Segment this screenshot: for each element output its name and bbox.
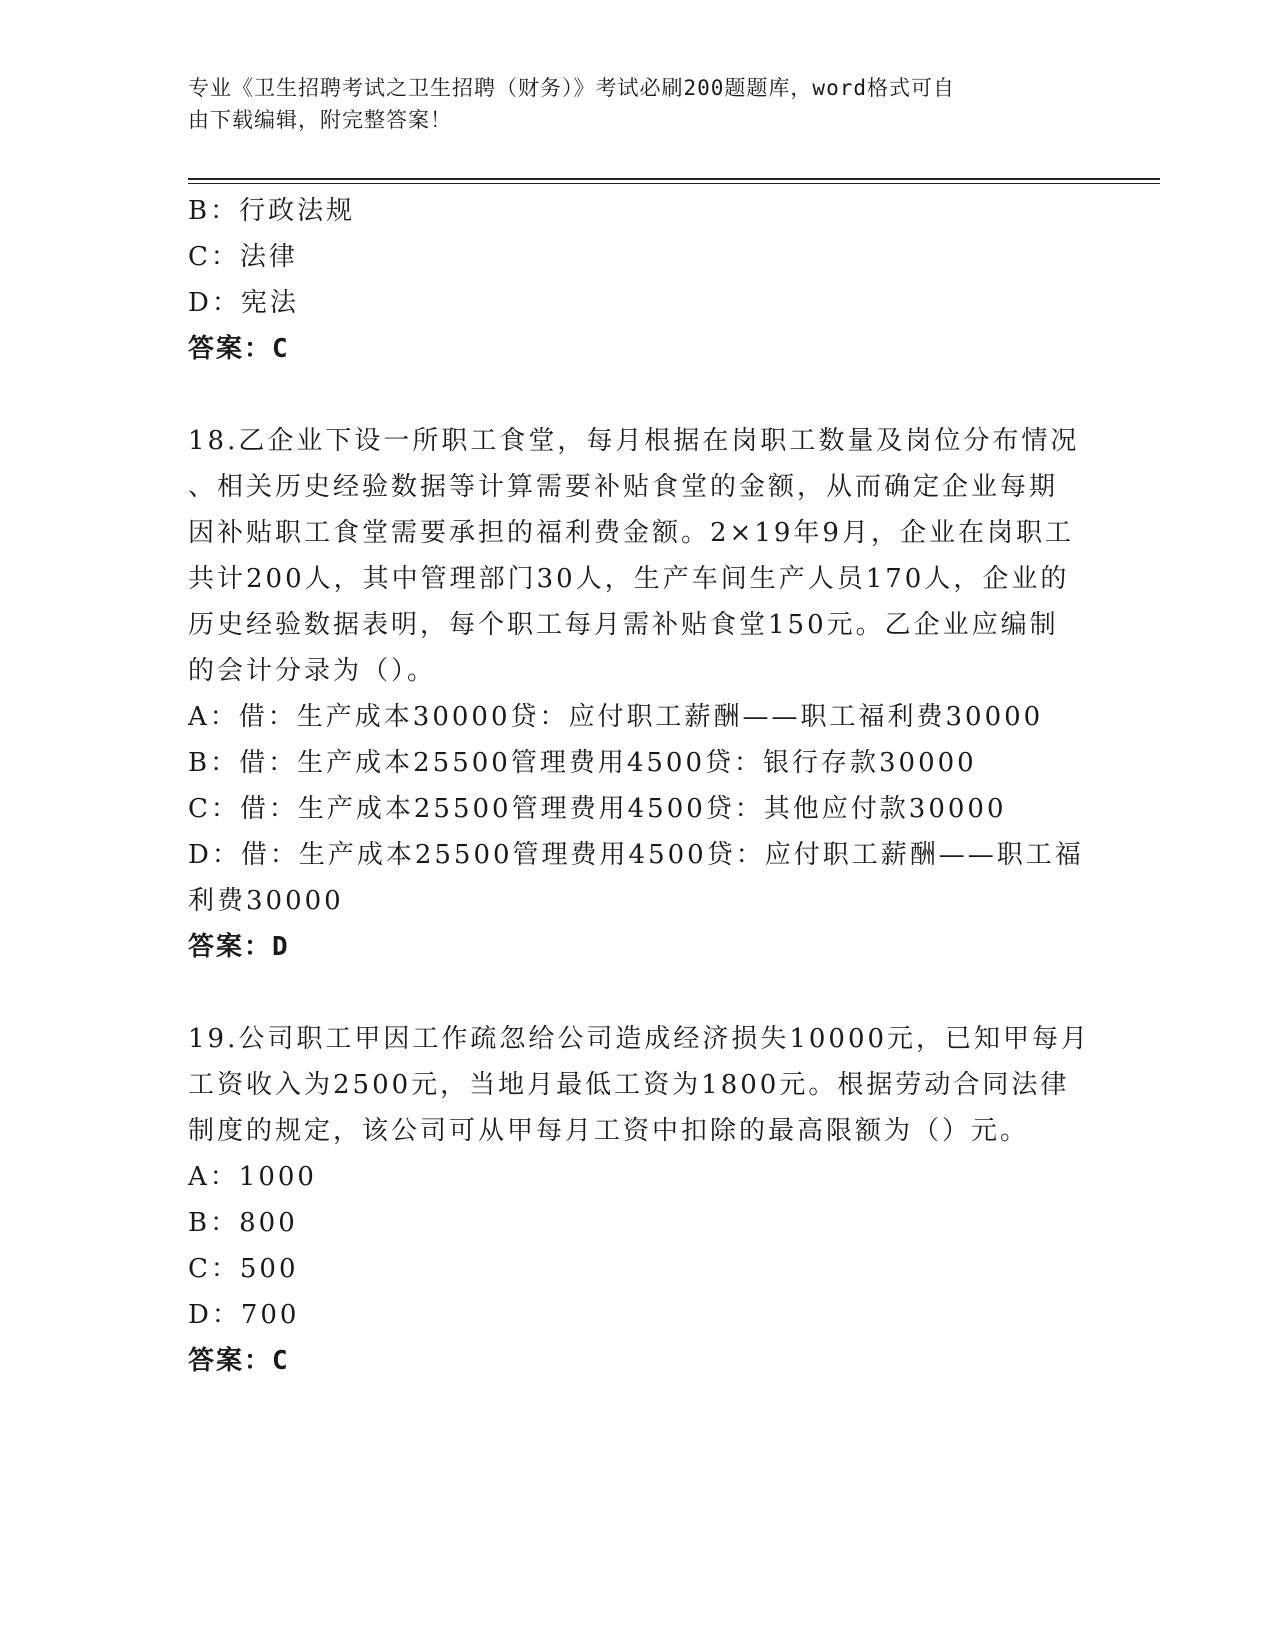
- header-divider-thick: [188, 178, 1160, 180]
- header-divider-thin: [188, 183, 1160, 184]
- prev-question-block: [188, 188, 1088, 372]
- option-c: C：500: [188, 1254, 299, 1284]
- answer-line: 答案：C: [188, 1346, 290, 1376]
- option-b: B：800: [188, 1208, 298, 1238]
- answer-line: 答案：C: [188, 334, 290, 364]
- question-18-text-line: 的会计分录为（）。: [188, 656, 437, 686]
- question-19-text-line: 19.公司职工甲因工作疏忽给公司造成经济损失10000元，已知甲每月: [188, 1024, 1091, 1054]
- option-c: C：法律: [188, 242, 298, 272]
- question-18-text-line: 18.乙企业下设一所职工食堂，每月根据在岗职工数量及岗位分布情况: [188, 426, 1080, 456]
- question-19-text-line: 制度的规定，该公司可从甲每月工资中扣除的最高限额为（）元。: [188, 1116, 1030, 1146]
- option-d: D：700: [188, 1300, 300, 1330]
- option-d: D：借：生产成本25500管理费用4500贷：应付职工薪酬——职工福: [188, 840, 1084, 870]
- spacer: [188, 372, 1088, 418]
- header-line-2: 由下载编辑，附完整答案！: [188, 108, 452, 132]
- option-d: D：宪法: [188, 288, 299, 318]
- question-18-text-line: 、相关历史经验数据等计算需要补贴食堂的金额，从而确定企业每期: [188, 472, 1059, 502]
- question-18-text-line: 历史经验数据表明，每个职工每月需补贴食堂150元。乙企业应编制: [188, 610, 1059, 640]
- header-line-1: 专业《卫生招聘考试之卫生招聘（财务）》考试必刷200题题库，word格式可自: [188, 76, 955, 100]
- question-19-block: [188, 1016, 1091, 1384]
- option-d-continued: 利费30000: [188, 886, 344, 916]
- question-19-text-line: 工资收入为2500元，当地月最低工资为1800元。根据劳动合同法律: [188, 1070, 1070, 1100]
- document-header: [188, 72, 1068, 136]
- document-body: [188, 188, 1091, 1384]
- option-c: C：借：生产成本25500管理费用4500贷：其他应付款30000: [188, 794, 1007, 824]
- option-a: A：1000: [188, 1162, 317, 1192]
- question-18-text-line: 因补贴职工食堂需要承担的福利费金额。2×19年9月，企业在岗职工: [188, 518, 1074, 548]
- option-b: B：行政法规: [188, 196, 356, 226]
- option-b: B：借：生产成本25500管理费用4500贷：银行存款30000: [188, 748, 977, 778]
- question-18-block: [188, 418, 1088, 970]
- spacer: [188, 970, 1088, 1016]
- question-18-text-line: 共计200人，其中管理部门30人，生产车间生产人员170人，企业的: [188, 564, 1070, 594]
- option-a: A：借：生产成本30000贷：应付职工薪酬——职工福利费30000: [188, 702, 1044, 732]
- answer-line: 答案：D: [188, 932, 290, 962]
